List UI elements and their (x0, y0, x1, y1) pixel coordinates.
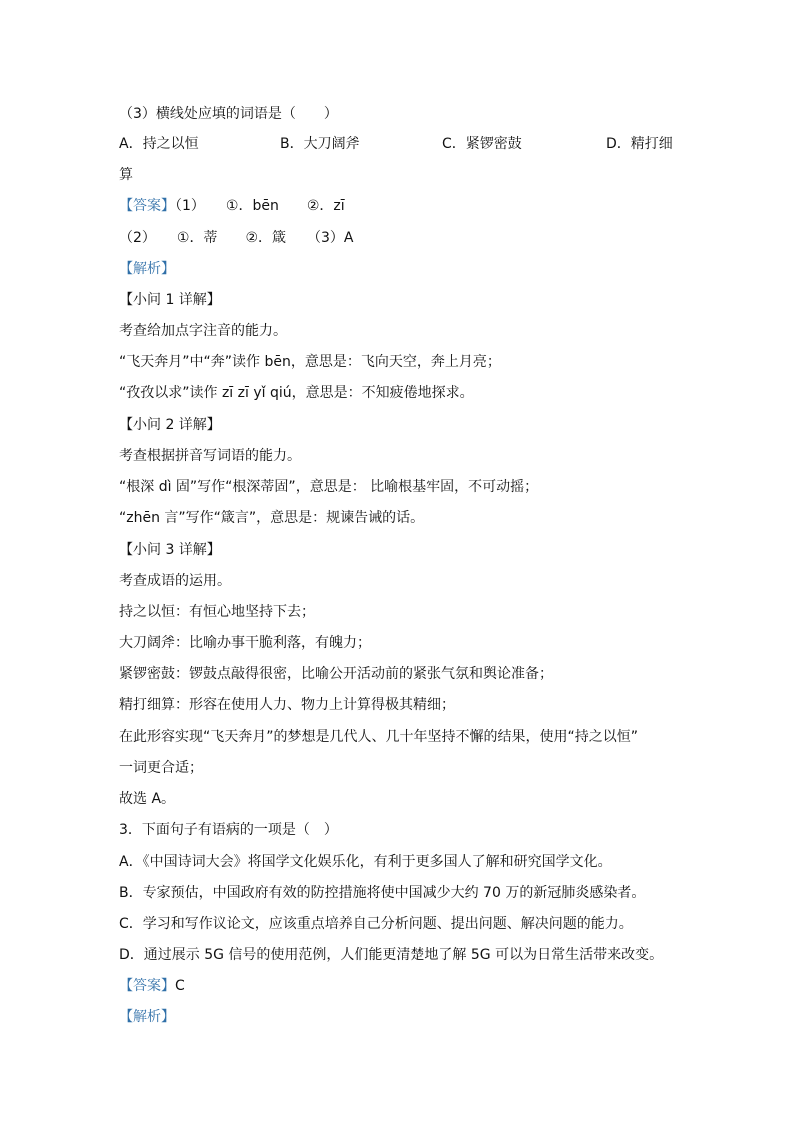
sub3-line-4: 紧锣密鼓：锣鼓点敲得很密，比喻公开活动前的紧张气氛和舆论准备； (119, 666, 553, 682)
q3-answer-tag: 【答案】 (119, 978, 175, 994)
option-d-wrap: 算 (119, 167, 133, 183)
q3-answer-line (119, 976, 185, 996)
sub2-heading: 【小问 2 详解】 (119, 417, 221, 433)
sub3-line-2: 持之以恒：有恒心地坚持下去； (119, 604, 315, 620)
q3-option-c: C．学习和写作议论文，应该重点培养自己分析问题、提出问题、解决问题的能力。 (119, 916, 633, 932)
q3-option-a: A．《中国诗词大会》将国学文化娱乐化，有利于更多国人了解和研究国学文化。 (119, 854, 612, 870)
sub2-line-3: “zhēn 言”写作“箴言”，意思是：规谏告诫的话。 (119, 510, 425, 526)
sub1-line-1: 考查给加点字注音的能力。 (119, 323, 287, 339)
q3-analysis-tag: 【解析】 (119, 1009, 175, 1025)
answer-line-1 (119, 196, 345, 216)
option-c: C．紧锣密鼓 (442, 136, 522, 152)
option-row (119, 134, 679, 154)
sub1-line-3: “孜孜以求”读作 zī zī yǐ qiú，意思是：不知疲倦地探求。 (119, 385, 474, 401)
option-b: B．大刀阔斧 (280, 136, 360, 152)
option-a: A．持之以恒 (119, 136, 199, 152)
q3-option-d: D．通过展示 5G 信号的使用范例，人们能更清楚地了解 5G 可以为日常生活带来改变。 (119, 947, 664, 963)
q3-answer: C (175, 978, 185, 994)
option-d: D．精打细 (606, 136, 673, 152)
sub3-line-6: 在此形容实现“飞天奔月”的梦想是几代人、几十年坚持不懈的结果，使用“持之以恒” (119, 729, 639, 745)
sub2-line-1: 考查根据拼音写词语的能力。 (119, 448, 301, 464)
question-stem: （3）横线处应填的词语是（ ） (119, 106, 338, 122)
answer-line-2: （2） ①．蒂 ②．箴 （3）A (119, 230, 354, 246)
q3-option-b: B．专家预估，中国政府有效的防控措施将使中国减少大约 70 万的新冠肺炎感染者。 (119, 885, 646, 901)
sub3-line-5: 精打细算：形容在使用人力、物力上计算得极其精细； (119, 697, 455, 713)
answer-tag: 【答案】 (119, 198, 175, 214)
sub3-line-7: 一词更合适； (119, 760, 203, 776)
sub3-line-3: 大刀阔斧：比喻办事干脆利落，有魄力； (119, 635, 371, 651)
answer-text-1: （1） ①．bēn ②．zī (175, 198, 345, 214)
sub1-heading: 【小问 1 详解】 (119, 292, 221, 308)
sub3-line-1: 考查成语的运用。 (119, 573, 231, 589)
analysis-tag: 【解析】 (119, 261, 175, 277)
sub2-line-2: “根深 dì 固”写作“根深蒂固”，意思是： 比喻根基牢固，不可动摇； (119, 479, 539, 495)
sub3-line-8: 故选 A。 (119, 791, 176, 807)
sub1-line-2: “飞天奔月”中“奔”读作 bēn，意思是：飞向天空，奔上月亮； (119, 354, 501, 370)
q3-stem: 3．下面句子有语病的一项是（ ） (119, 822, 338, 838)
sub3-heading: 【小问 3 详解】 (119, 542, 221, 558)
